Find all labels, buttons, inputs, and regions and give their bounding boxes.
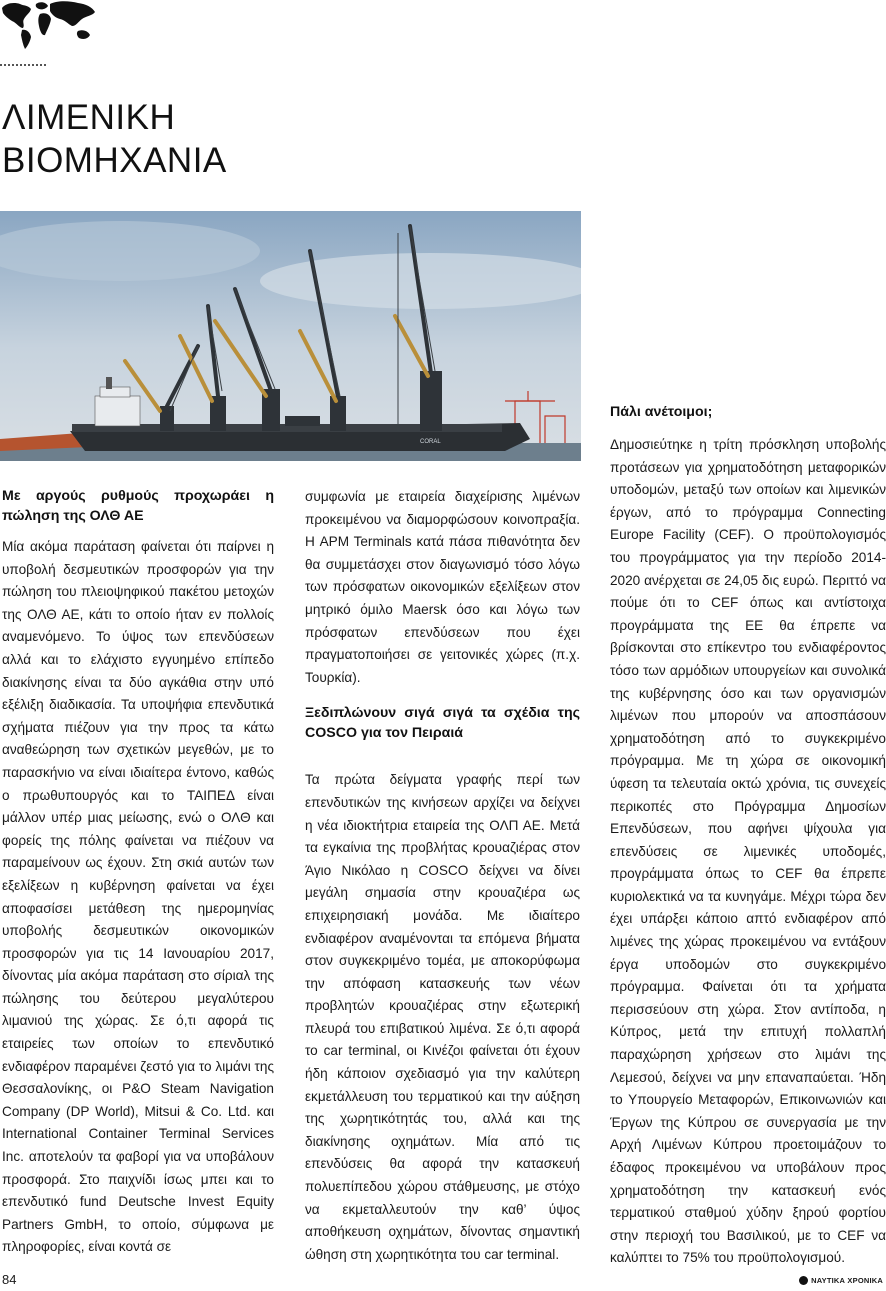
brand-logo-icon: [799, 1276, 808, 1285]
heading-cosco-plans: Ξεδιπλώνουν σιγά σιγά τα σχέδια της COSCO για τον Πειραιά: [305, 705, 580, 742]
brand-name: ΝΑΥΤΙΚΑ ΧΡΟΝΙΚΑ: [811, 1276, 883, 1285]
port-cranes-photo: [0, 211, 581, 461]
svg-text:CORAL: CORAL: [420, 439, 441, 445]
column-2: [305, 486, 580, 1266]
section-title: ΛΙΜΕΝΙΚΗ ΒΙΟΜΗΧΑΝΙΑ: [2, 98, 227, 180]
paragraph-cef-funding: Δημοσιεύτηκε η τρίτη πρόσκληση υποβολής προτάσεων για χρηματοδότηση μεταφορικών υποδομών, μεταξύ των οποίων και λιμενικών έργων, από το πρόγραμμα Connecting Europe Facility (CEF). Ο προϋπολογισμός του προγράμματος για την περίοδο 2014-2020 ανέρχεται σε 24,05 δις ευρώ. Περιττό να πούμε ότι το CEF όπως και αντίστοιχα προγράμματα της ΕΕ θα έπρεπε να βρίσκονται στο επίκεντρο του ενδιαφέροντος τόσο των αρμόδιων υπουργείων και συνολικά της κυβέρνησης όσο και των οργανισμών λιμένων που μπορούν να αποσπάσουν χρηματοδότηση από το συγκεκριμένο πρόγραμμα. Με τη χώρα σε οικονομική ύφεση τα τελευταία οκτώ χρόνια, τις συνεχείς περικοπές στο Πρόγραμμα Δημοσίων Επενδύσεων, που αφήνει ψίχουλα για επενδύσεις σε λιμενικές υποδομές, προγράμματα όπως το CEF θα έπρεπε κυριολεκτικά να τα κυνηγάμε. Μέχρι τώρα δεν έχει υπάρξει κάποιο απτό ενδιαφέρον από λιμένες της χώρας προκειμένου να εντάξουν έργα υποδομών στο συγκεκριμένο πρόγραμμα. Φαίνεται ότι τα χρήματα περισσεύουν στη χώρα. Στον αντίποδα, η Κύπρος, μετά την επιτυχή πολλαπλή παραχώρηση χρήσεων στο λιμάνι της Λεμεσού, δείχνει να μην επαναπαύεται. Ήδη το Υπουργείο Μεταφορών, Επικοινωνιών και Έργων της Κύπρου σε συνεργασία με την Αρχή Λιμένων Κύπρου προετοιμάζουν το έδαφος προκειμένου να υποβάλουν προς χρηματοδότηση την κατασκευή ενός τερματικού σταθμού χύδην ξηρού φορτίου στην περιοχή του Βασιλικού, με το CEF να καλύπτει το 75% του προϋπολογισμού.: [610, 437, 886, 1266]
column-1: [2, 486, 274, 1259]
paragraph-apm-terminals: συμφωνία με εταιρεία διαχείρισης λιμένων προκειμένου να διαμορφώσουν κοινοπραξία. Η APM Terminals κατά πάσα πιθανότητα δεν θα συμμετάσχει στον διαγωνισμό τόσο λόγω των πρόσφατων οικονομικών εξελίξεων στον μητρικό όμιλο Maersk όσο και λόγω των πρόσφατων επενδύσεων που έχει πραγματοποιήσει σε γειτονικές χώρες (π.χ. Τουρκία).: [305, 489, 580, 685]
footer-brand: [799, 1276, 883, 1285]
heading-unprepared-again: Πάλι ανέτοιμοι;: [610, 404, 713, 420]
paragraph-cosco-plans: Τα πρώτα δείγματα γραφής περί των επενδυτικών της κινήσεων αρχίζει να δείχνει η νέα ιδιοκτήτρια εταιρεία της ΟΛΠ ΑΕ. Μετά τα εγκαίνια της προβλήτας κρουαζιέρας στον Άγιο Νικόλαο η COSCO δείχνει να δίνει μεγάλη σημασία στην κρουαζιέρα ως επιχειρησιακή μονάδα. Με ιδιαίτερο ενδιαφέρον αναμένονται τα επόμενα βήματα στον συγκεκριμένο τομέα, με αποκορύφωμα την απόφαση κατασκευής των νέων προβλητών κρουαζιέρας στην εξωτερική πλευρά του επιβατικού λιμένα. Σε ό,τι αφορά το car terminal, οι Κινέζοι φαίνεται ότι έχουν ήδη κάποιον σχεδιασμό για την καλύτερη εκμετάλλευση του τερματικού και την αύξηση της χωρητικότητάς του, αλλά και της διακίνησης οχημάτων. Μία από τις επενδύσεις θα αφορά την κατασκευή πολυεπίπεδου χώρου στάθμευσης, με στόχο να εκμεταλλευτούν την καθ’ ύψος αποθήκευση οχημάτων, δίνοντας σημαντική ώθηση στη χωρητικότητα του car terminal.: [305, 772, 580, 1262]
paragraph-oltha-sale: Μία ακόμα παράταση φαίνεται ότι παίρνει η υποβολή δεσμευτικών προσφορών για την πώληση του πλειοψηφικού πακέτου μετοχών της ΟΛΘ ΑΕ, κάτι το οποίο ήταν εν πολλοίς αναμενόμενο. Το ύψος των επενδύσεων αλλά και το ελάχιστο εγγυημένο επίπεδο διακίνησης είναι τα δύο αγκάθια στην υπό εξέλιξη διαδικασία. Τα υποψήφια επενδυτικά σχήματα πιέζουν για την προς τα κάτω αναθεώρηση των σχετικών μεγεθών, με το παρασκήνιο να είναι ιδιαίτερα έντονο, καθώς ο πρωθυπουργός και το ΤΑΙΠΕΔ είναι μάλλον υπέρ μιας μείωσης, ενώ ο ΟΛΘ και φορείς της πόλης φαίνεται να πιέζουν να παραμείνουν ως έχουν. Στη σκιά αυτών των εξελίξεων η κυβέρνηση φαίνεται να έχει αποφασίσει μετάθεση της ημερομηνίας υποβολής δεσμευτικών οικονομικών προσφορών για τις 14 Ιανουαρίου 2017, δίνοντας μία ακόμα παράταση στο σίριαλ της πώλησης του δεύτερου μεγαλύτερου λιμανιού της χώρας. Σε ό,τι αφορά τις εταιρείες των οποίων το επενδυτικό ενδιαφέρον παραμένει ζεστό για το λιμάνι της Θεσσαλονίκης, οι P&O Steam Navigation Company (DP World), Mitsui & Co. Ltd. και International Container Terminal Services Inc. αποτελούν τα φαβορί για να υποβάλουν προσφορά. Στο παιχνίδι ίσως μπει και το επενδυτικό fund Deutsche Invest Equity Partners GmbH, το οποίο, σύμφωνα με πληροφορίες, είναι κοντά σε: [2, 539, 274, 1255]
page-number: 84: [2, 1272, 17, 1287]
dotted-divider: [0, 64, 46, 66]
world-map-icon: [0, 0, 96, 50]
heading-oltha-sale: Με αργούς ρυθμούς προχωράει η πώληση της ΟΛΘ ΑΕ: [2, 488, 274, 524]
column-3: [610, 402, 886, 1270]
